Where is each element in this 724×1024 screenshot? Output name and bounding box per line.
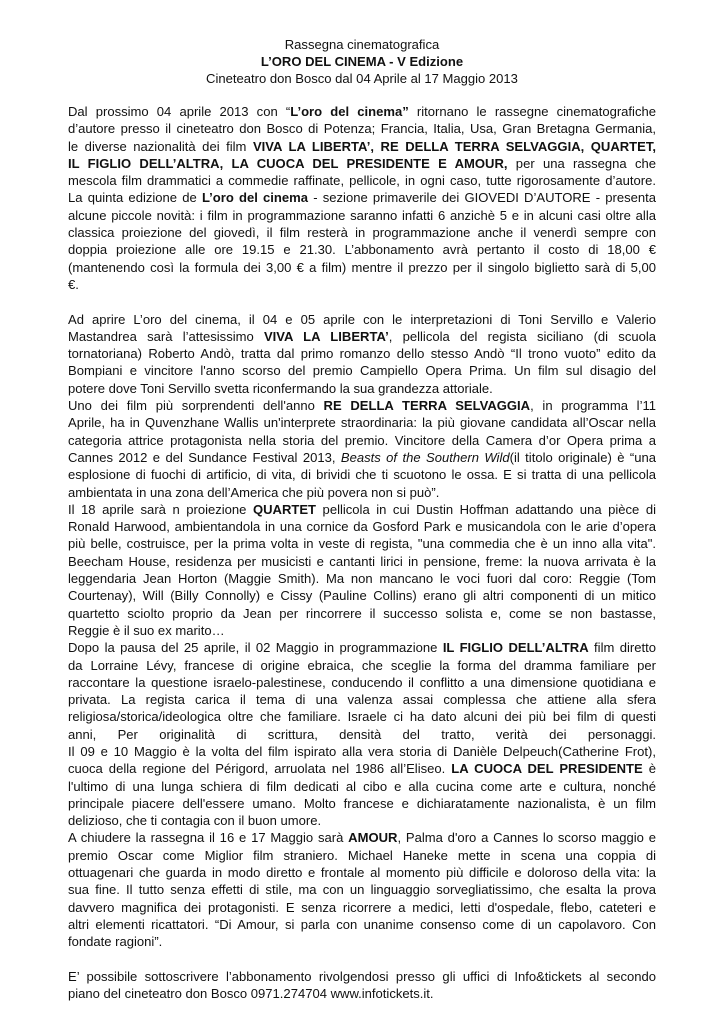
text-segment: La quinta edizione de — [68, 190, 202, 206]
text-segment: religiosa/storica/ideologica oltre che familiare. Israele ci ha dato alcuni dei più bei film di questi — [68, 709, 656, 725]
text-segment: potere dove Toni Servillo svetta riconfermando la sua grandezza attoriale. — [68, 380, 493, 396]
text-line — [68, 432, 656, 449]
text-segment: d’autore presso il cineteatro don Bosco di Potenza; Francia, Italia, Usa, Gran Bretagna Germania, — [68, 121, 656, 137]
text-line — [68, 449, 656, 466]
header-title: L’ORO DEL CINEMA - V Edizione — [260, 54, 464, 69]
text-line — [68, 847, 656, 864]
text-line — [68, 674, 656, 691]
text-line — [68, 224, 656, 241]
text-line — [68, 587, 656, 604]
text-segment: E’ possibile sottoscrivere l’abbonamento rivolgendosi presso gli uffici di Info&tickets al secondo — [68, 968, 656, 984]
text-line — [68, 120, 656, 137]
paragraph — [68, 311, 656, 951]
text-segment: , pellicola del regista siciliano (di scuola — [388, 328, 657, 344]
text-line — [68, 362, 656, 379]
text-segment: esplosione di fuochi di artificio, di vita, di brividi che ti scuotono le ossa. E si tratta di una pellicola — [68, 467, 656, 483]
text-line — [68, 708, 656, 725]
text-line — [68, 899, 656, 916]
text-line — [68, 657, 656, 674]
paragraph-spacer — [68, 951, 656, 968]
bold-text: L’oro del cinema” — [290, 104, 409, 119]
text-line — [68, 380, 656, 397]
text-segment: davvero magnifica dei protagonisti. E senza ricorrere a medici, letti d'ospedale, flebo, cateteri e — [68, 899, 656, 915]
text-segment: fondate ragioni”. — [68, 934, 163, 950]
document-header — [68, 36, 656, 87]
text-line — [68, 605, 656, 622]
text-segment: , Palma d'oro a Cannes lo scorso maggio e — [397, 830, 656, 846]
text-segment: ambientata in una zona dell’America che più povera non si può”. — [68, 484, 440, 500]
text-segment: premio Oscar come Miglior film straniero. Michael Haneke mette in scena una coppia di — [68, 847, 656, 863]
text-segment: classica proiezione del giovedì, il film resterà in programmazione anche il venerdì sempre con — [68, 225, 656, 241]
text-segment: Uno dei film più sorprendenti dell'anno — [68, 398, 324, 414]
text-line — [68, 743, 656, 760]
text-segment: quartetto sciolto proprio da Jean per rincorrere il successo solista e, come se non bastasse, — [68, 605, 656, 621]
text-segment: mescola film drammatici a commedie raffinate, pellicole, in ogni caso, tutte rigorosamente d’autore. — [68, 173, 656, 189]
bold-text: AMOUR — [348, 830, 398, 846]
text-segment: principale piacere dell'essere umano. Molto francese e dichiaratamente nazionalista, è un film — [68, 795, 656, 811]
text-line — [68, 639, 656, 656]
text-segment: Il 18 aprile sarà n proiezione — [68, 501, 253, 517]
bold-text: IL FIGLIO DELL’ALTRA — [442, 640, 589, 656]
text-segment: ritornano le rassegne cinematografiche — [408, 104, 656, 119]
text-line — [68, 864, 656, 881]
text-segment: Beecham House, residenza per musicisti e cantanti lirici in pensione, freme: la nuova arrivata è la — [68, 553, 656, 569]
text-line — [68, 812, 656, 829]
text-segment: piano del cineteatro don Bosco 0971.274704 www.infotickets.it. — [68, 986, 434, 1002]
text-line — [68, 207, 656, 224]
text-segment: più belle, costruisce, per la prima volta in veste di regista, "una commedia che è un inno alla vita". — [68, 536, 656, 552]
text-line — [68, 985, 656, 1002]
text-line — [68, 726, 656, 743]
text-segment: Aprile, ha in Quvenzhane Wallis un'interprete straordinaria: la più giovane candidata all’Oscar nella — [68, 415, 656, 431]
text-line — [68, 466, 656, 483]
text-segment: film diretto — [588, 640, 656, 656]
text-line — [68, 691, 656, 708]
text-segment: cuoca della regione del Périgord, arruolata nel 1986 all’Eliseo. — [68, 761, 452, 777]
text-segment: (il titolo originale) è “una — [509, 449, 656, 465]
text-segment: raccontare la questione israelo-palestinese, conducendo il conflitto a una dimensione quotidiana e — [68, 674, 656, 690]
text-segment: è — [642, 761, 656, 777]
text-segment: sua fine. Il tutto senza effetti di stile, ma con un linguaggio sorvegliatissimo, che esalta la prova — [68, 882, 656, 898]
text-segment: Dopo la pausa del 25 aprile, il 02 Maggio in programmazione — [68, 640, 443, 656]
text-segment: Courtenay), Will (Billy Connolly) e Cissy (Pauline Collins) erano gli altri componenti di un mitico — [68, 588, 656, 604]
text-segment: A chiudere la rassegna il 16 e 17 Maggio sarà — [68, 830, 349, 846]
text-segment: Cannes 2012 e del Sundance Festival 2013, — [68, 449, 341, 465]
header-venue-dates: Cineteatro don Bosco dal 04 Aprile al 17 Maggio 2013 — [206, 71, 518, 86]
text-segment: ottuagenari che guarda in modo diretto e frontale al momento più difficile e doloroso della vita: la — [68, 865, 656, 881]
text-line — [68, 501, 656, 518]
text-line — [68, 778, 656, 795]
text-line — [68, 968, 656, 985]
italic-text: Beasts of the Southern Wild — [340, 449, 510, 465]
text-segment: Dal prossimo 04 aprile 2013 con “ — [68, 104, 291, 119]
text-segment: doppia proiezione alle ore 19.15 e 21.30. L’abbonamento avrà pertanto il costo di 18,00 € — [68, 242, 656, 258]
text-line — [68, 414, 656, 431]
text-line — [68, 138, 656, 155]
text-line — [68, 518, 656, 535]
text-segment: (mantenendo così la formula dei 3,00 € a film) mentre il prezzo per il singolo biglietto sarà di 5,00 — [68, 259, 656, 275]
text-line — [68, 345, 656, 362]
text-line — [68, 829, 656, 846]
bold-text: QUARTET — [252, 501, 317, 517]
text-line — [68, 172, 656, 189]
text-segment: delizioso, che ti contagia con il buon umore. — [68, 813, 322, 829]
text-segment: l'ultimo di una lunga schiera di film dedicati al cibo e alla cucina come arte e cultura, nonché — [68, 778, 656, 794]
text-line — [68, 241, 656, 258]
text-line — [68, 933, 656, 950]
text-segment: Reggie è il suo ex marito… — [68, 622, 225, 638]
text-line — [68, 622, 656, 639]
text-segment: anni, Per originalità di scrittura, densità del tratto, verità dei personaggi. — [68, 726, 656, 742]
bold-text: RE DELLA TERRA SELVAGGIA — [323, 398, 531, 414]
header-subtitle: Rassegna cinematografica — [284, 37, 440, 52]
bold-text: L’oro del cinema — [201, 190, 309, 206]
text-segment: Il 09 e 10 Maggio è la volta del film ispirato alla vera storia di Danièle Delpeuch(Catherine Frot), — [68, 743, 656, 759]
text-line — [68, 328, 656, 345]
paragraph-spacer — [68, 293, 656, 310]
bold-text: VIVA LA LIBERTA’, RE DELLA TERRA SELVAGGIA, QUARTET, — [252, 138, 657, 154]
text-segment: da Lorraine Lévy, francese di origine ebraica, che sceglie la forma del dramma familiare per — [68, 657, 656, 673]
text-line — [68, 553, 656, 570]
text-segment: alcune piccole novità: i film in programmazione saranno infatti 6 anzichè 5 e in alcuni casi oltre alla — [68, 207, 656, 223]
text-line — [68, 276, 656, 293]
text-segment: altri elementi ricattatori. “Di Amour, si parla con unanime consenso come di un capolavoro. Con — [68, 916, 656, 932]
text-line — [68, 259, 656, 276]
text-segment: Ronald Harwood, ambientandola in una cornice da Gosford Park e musicandola con le arie d’opera — [68, 519, 656, 535]
paragraph — [68, 968, 656, 1003]
text-segment: - sezione primaverile dei GIOVEDI D’AUTORE - presenta — [308, 190, 656, 206]
text-line — [68, 311, 656, 328]
bold-text: LA CUOCA DEL PRESIDENTE — [451, 761, 643, 777]
text-line — [68, 397, 656, 414]
text-segment: per una rassegna che — [507, 155, 656, 171]
bold-text: VIVA LA LIBERTA’ — [263, 328, 389, 344]
text-line — [68, 916, 656, 933]
text-segment: categoria attrice protagonista nella storia del premio. Vincitore della Camera d’or Opera prima a — [68, 432, 656, 448]
text-segment: leggendaria Jean Horton (Maggie Smith). Ma non mancano le voci fuori dal coro: Reggie (Tom — [68, 571, 656, 587]
text-segment: privata. La regista carica il tema di una valenza assai complessa che attiene alla sfera — [68, 692, 656, 708]
text-segment: Mastandrea sarà l’attesissimo — [68, 328, 264, 344]
text-segment: le diverse nazionalità dei film — [68, 138, 253, 154]
text-segment: pellicola in cui Dustin Hoffman adattando una pièce di — [316, 501, 656, 517]
text-line — [68, 795, 656, 812]
text-line — [68, 103, 656, 120]
document-page — [68, 36, 656, 1002]
text-segment: tornatoriana) Roberto Andò, tratta dal primo romanzo dello stesso Andò “Il trono vuoto” edito da — [68, 346, 656, 362]
text-line — [68, 570, 656, 587]
text-line — [68, 189, 656, 206]
document-body — [68, 103, 656, 1002]
text-line — [68, 881, 656, 898]
text-segment: Bompiani e vincitore l'anno scorso del premio Campiello Opera Prima. Un film sul disagio del — [68, 363, 656, 379]
text-segment: €. — [68, 276, 79, 292]
paragraph — [68, 103, 656, 293]
text-segment: Ad aprire L’oro del cinema, il 04 e 05 aprile con le interpretazioni di Toni Servillo e Valerio — [68, 311, 656, 327]
text-line — [68, 535, 656, 552]
text-line — [68, 155, 656, 172]
text-segment: , in programma l’11 — [530, 398, 657, 414]
text-line — [68, 760, 656, 777]
bold-text: IL FIGLIO DELL’ALTRA, LA CUOCA DEL PRESIDENTE E AMOUR, — [68, 155, 508, 171]
text-line — [68, 484, 656, 501]
